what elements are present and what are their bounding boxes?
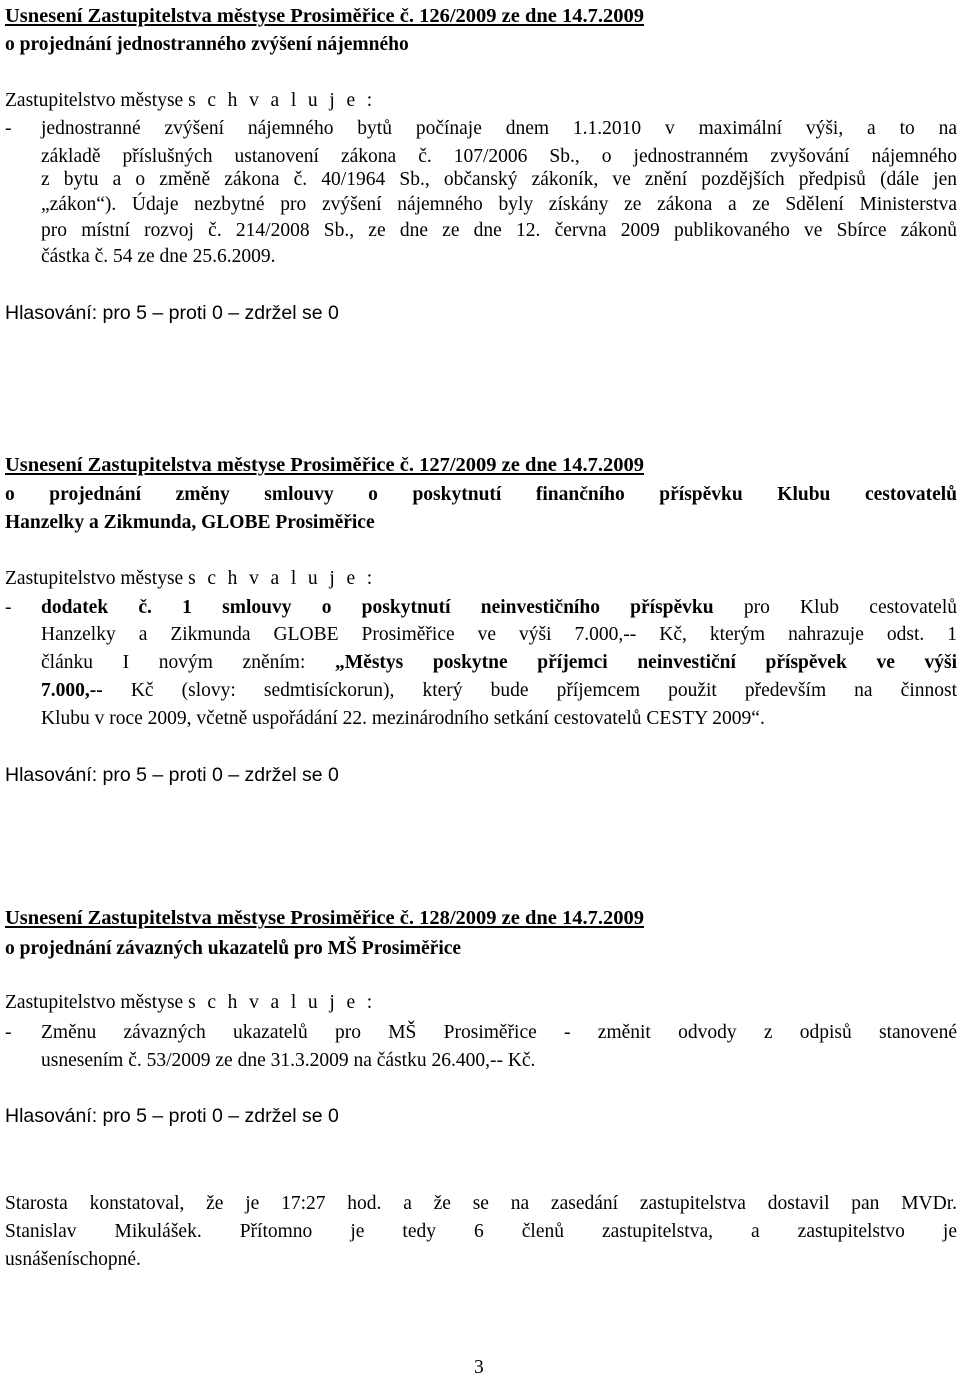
resolution-126-item-line-6: částka č. 54 ze dne 25.6.2009. (41, 246, 276, 267)
resolution-126-item-line-3: z bytu a o změně zákona č. 40/1964 Sb., občanský zákoník, ve znění pozdějších předpisů (dále jen (41, 169, 957, 190)
new-wording-bold: „Městys poskytne příjemci neinvestiční příspěvek ve výši (335, 652, 957, 673)
bullet-dash: - (5, 118, 12, 139)
resolution-127-subject-line-2: Hanzelky a Zikmunda, GLOBE Prosiměřice (5, 512, 375, 533)
resolution-127-vote: Hlasování: pro 5 – proti 0 – zdržel se 0 (5, 764, 339, 786)
approval-word: s c h v a l u j e : (188, 568, 376, 589)
resolution-126-item-line-1: jednostranné zvýšení nájemného bytů počínaje dnem 1.1.2010 v maximální výši, a to na (41, 118, 957, 139)
resolution-128-item-line-1: Změnu závazných ukazatelů pro MŠ Prosiměřice - změnit odvody z odpisů stanovené (41, 1022, 957, 1043)
resolution-126-title: Usnesení Zastupitelstva městyse Prosiměřice č. 126/2009 ze dne 14.7.2009 (5, 5, 645, 27)
resolution-128-title: Usnesení Zastupitelstva městyse Prosiměřice č. 128/2009 ze dne 14.7.2009 (5, 907, 645, 929)
approval-prefix: Zastupitelstvo městyse (5, 90, 189, 111)
resolution-127-item-line-4 (41, 679, 957, 703)
approval-prefix: Zastupitelstvo městyse (5, 568, 189, 589)
resolution-127-item-line-2: Hanzelky a Zikmunda GLOBE Prosiměřice ve výši 7.000,-- Kč, kterým nahrazuje odst. 1 (41, 624, 957, 645)
resolution-128-approval (5, 991, 957, 1015)
bullet-dash: - (5, 1022, 12, 1043)
resolution-127-item-line-1 (41, 596, 957, 620)
resolution-127-item-line-5: Klubu v roce 2009, včetně uspořádání 22. mezinárodního setkání cestovatelů CESTY 2009“. (41, 708, 765, 729)
resolution-126-subject: o projednání jednostranného zvýšení nájemného (5, 34, 409, 55)
approval-word: s c h v a l u j e : (188, 90, 376, 111)
approval-word: s c h v a l u j e : (188, 992, 376, 1013)
resolution-126-approval (5, 89, 957, 113)
closing-line-3: usnášeníschopné. (5, 1249, 141, 1270)
bullet-dash: - (5, 597, 12, 618)
resolution-128-subject: o projednání závazných ukazatelů pro MŠ Prosiměřice (5, 938, 462, 959)
amendment-text-bold: dodatek č. 1 smlouvy o poskytnutí neinvestičního příspěvku (41, 597, 714, 618)
resolution-127-title: Usnesení Zastupitelstva městyse Prosiměřice č. 127/2009 ze dne 14.7.2009 (5, 454, 645, 476)
resolution-126-item-line-2: základě příslušných ustanovení zákona č. 107/2006 Sb., o jednostranném zvyšování nájemného (41, 146, 957, 167)
amount-bold: 7.000,-- (41, 680, 103, 701)
resolution-127-subject-line-1: o projednání změny smlouvy o poskytnutí finančního příspěvku Klubu cestovatelů (5, 484, 957, 505)
closing-line-1: Starosta konstatoval, že je 17:27 hod. a že se na zasedání zastupitelstva dostavil pan MVDr. (5, 1193, 957, 1214)
resolution-128-vote: Hlasování: pro 5 – proti 0 – zdržel se 0 (5, 1105, 339, 1127)
article-text: článku I novým zněním: (41, 652, 336, 673)
resolution-127-item-line-3 (41, 651, 957, 675)
amount-text: Kč (slovy: sedmtisíckorun), který bude příjemcem použit především na činnost (102, 680, 957, 701)
resolution-128-item-line-2: usnesením č. 53/2009 ze dne 31.3.2009 na částku 26.400,-- Kč. (41, 1050, 536, 1071)
resolution-126-vote: Hlasování: pro 5 – proti 0 – zdržel se 0 (5, 302, 339, 324)
closing-line-2: Stanislav Mikulášek. Přítomno je tedy 6 členů zastupitelstva, a zastupitelstvo je (5, 1221, 957, 1242)
page-number: 3 (474, 1357, 484, 1378)
resolution-126-item-line-4: „zákon“). Údaje nezbytné pro zvýšení nájemného byly získány ze zákona a ze Sdělení Ministerstva (41, 194, 957, 215)
resolution-127-approval (5, 567, 957, 591)
resolution-126-item-line-5: pro místní rozvoj č. 214/2008 Sb., ze dne ze dne 12. června 2009 publikovaného ve Sbírce zákonů (41, 220, 957, 241)
amendment-text: pro Klub cestovatelů (713, 597, 957, 618)
approval-prefix: Zastupitelstvo městyse (5, 992, 189, 1013)
